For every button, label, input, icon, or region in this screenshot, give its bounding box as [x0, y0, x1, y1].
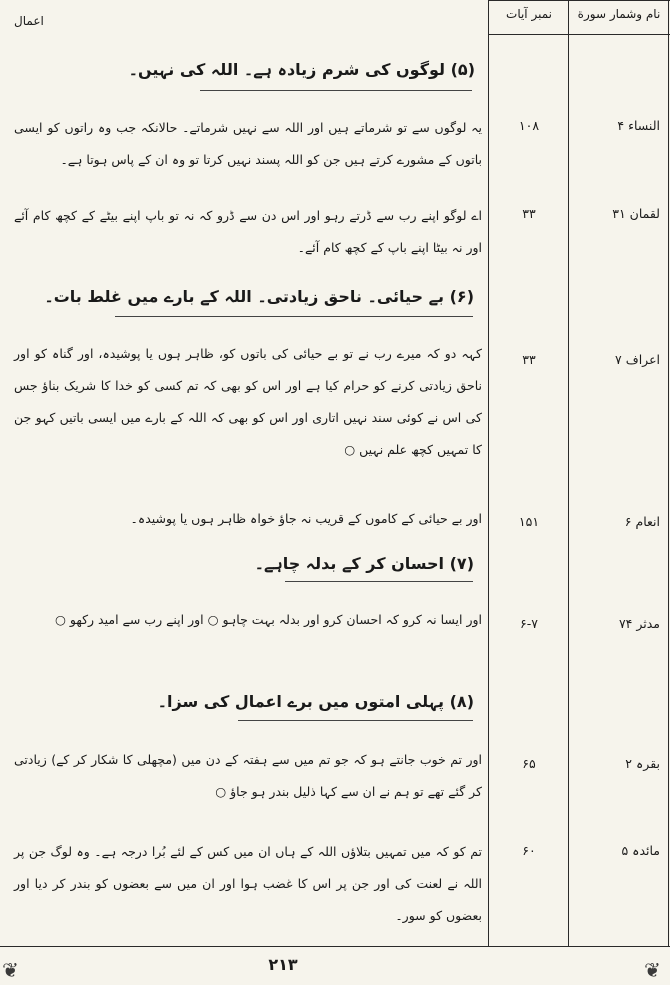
section-heading: (۸) پہلی امتوں میں برے اعمال کی سزا۔: [157, 692, 474, 711]
verse-text: اور تم خوب جانتے ہو کہ جو تم میں سے ہفتہ کے دن میں (مچھلی کا شکار کر کے) زیادتی کر گئے تھے تو ہم نے ان سے کہا ذلیل بندر ہو جاؤ ○: [14, 752, 482, 799]
verse-text: اور بے حیائی کے کاموں کے قریب نہ جاؤ خواہ ظاہر ہوں یا پوشیدہ۔: [130, 511, 482, 526]
frame-top-rule: [489, 0, 670, 1]
surah-reference: مدثر ۷۴: [618, 616, 660, 631]
corner-flourish-icon: ❦: [644, 958, 661, 982]
page-number: ۲۱۳: [268, 955, 298, 974]
column-header-surah: نام وشمار سورة: [577, 7, 661, 21]
surah-reference: النساء ۴: [617, 118, 660, 133]
column-divider-ayat: [568, 0, 569, 946]
ayat-number: ۶۵: [522, 756, 536, 771]
verse-text: تم کو کہ میں تمہیں بتلاؤں اللہ کے ہاں ان میں کس کے لئے بُرا درجہ ہے۔ وہ لوگ جن پر اللہ نے لعنت کی اور جن پر اس کا غضب ہوا اور ان میں سے بعضوں کو بندر کر دیا اور بعضوں کو سور۔: [14, 844, 482, 923]
corner-flourish-icon: ❦: [2, 958, 19, 982]
surah-reference: لقمان ۳۱: [612, 206, 660, 221]
ayat-number: ۱۵۱: [518, 514, 540, 529]
verse-text: اور ایسا نہ کرو کہ احسان کرو اور بدلہ بہت چاہو ○ اور اپنے رب سے امید رکھو ○: [55, 612, 482, 627]
verse-text: یہ لوگوں سے تو شرماتے ہیں اور اللہ سے نہیں شرماتے۔ حالانکہ جب وہ راتوں کو ایسی باتوں کے مشورے کرتے ہیں جن کو اللہ پسند نہیں کرتا تو وہ ان کے پاس ہوتا ہے۔: [14, 120, 482, 167]
heading-underline: [115, 316, 473, 317]
surah-reference: انعام ۶: [624, 514, 660, 529]
section-heading: (۷) احسان کر کے بدلہ چاہے۔: [254, 554, 474, 573]
frame-bottom-rule: [0, 946, 670, 947]
surah-reference: اعراف ۷: [615, 352, 660, 367]
frame-right-rule: [668, 0, 669, 946]
surah-reference: بقرہ ۲: [625, 756, 660, 771]
ayat-number: ۱۰۸: [518, 118, 540, 133]
header-rule: [489, 34, 670, 35]
ayat-number: ۶۰: [522, 843, 536, 858]
verse-text: اے لوگو اپنے رب سے ڈرتے رہو اور اس دن سے ڈرو کہ نہ تو باپ اپنے بیٹے کے کچھ کام آئے اور نہ بیٹا اپنے باپ کے کچھ کام آئے۔: [14, 208, 482, 255]
ayat-number: ۳۳: [522, 352, 536, 367]
column-header-ayat: نمبر آیات: [506, 7, 552, 21]
heading-underline: [238, 720, 473, 721]
verse-text: کہہ دو کہ میرے رب نے تو بے حیائی کی باتوں کو، ظاہر ہوں یا پوشیدہ، اور گناہ کو اور ناحق زیادتی کرنے کو حرام کیا ہے اور اس کو بھی کہ تم کسی کو خدا کا شریک بناؤ جس کی اس نے کوئی سند نہیں اتاری اور اس کو بھی کہ اللہ کے بارے میں ایسی باتیں کہو جن کا تمہیں کچھ علم نہیں ○: [14, 346, 482, 457]
section-heading: (۵) لوگوں کی شرم زیادہ ہے۔ اللہ کی نہیں۔: [128, 60, 475, 79]
surah-reference: مائدہ ۵: [621, 843, 660, 858]
heading-underline: [200, 90, 472, 91]
running-head: اعمال: [14, 14, 44, 28]
ayat-number: ۳۳: [522, 206, 536, 221]
heading-underline: [285, 581, 473, 582]
ayat-number: ۶-۷: [520, 616, 538, 631]
section-heading: (۶) بے حیائی۔ ناحق زیادتی۔ اللہ کے بارے میں غلط بات۔: [44, 287, 474, 306]
column-divider-text: [488, 0, 489, 946]
